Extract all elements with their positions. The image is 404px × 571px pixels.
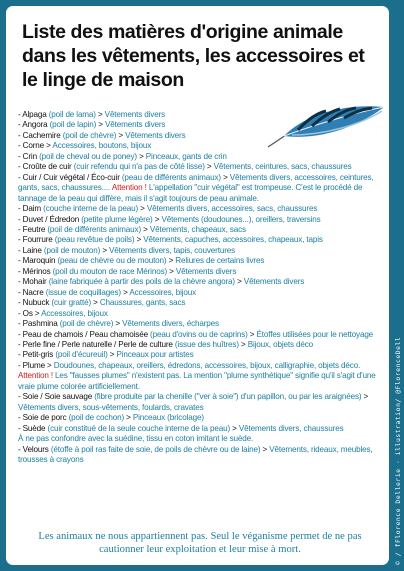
list-item: - Suède (cuir constitué de la seule couche interne de la peau) > Vêtements divers, chaussures À ne pas confondre avec la suédine, tissu en coton imitant le suède. [18, 423, 344, 444]
list-item: - Duvet / Édredon (petite plume légère) > Vêtements (doudounes...), oreillers, traversins [18, 214, 321, 224]
list-item: - Mérinos (poil du mouton de race Mérinos) > Vêtements divers [18, 266, 237, 276]
document-card [6, 6, 389, 565]
list-item: - Peau de chamois / Peau chamoisée (peau d'ovins ou de caprins) > Étoffes utilisées pour le nettoyage [18, 329, 374, 339]
list-item: - Crin (poil de cheval ou de poney) > Pinceaux, gants de crin [18, 151, 227, 161]
list-item: - Daim (couche interne de la peau) > Vêtements divers, accessoires, sacs, chaussures [18, 204, 318, 214]
footer-message: Les animaux ne nous appartiennent pas. Seul le véganisme permet de ne pas cautionner leur exploitation et leur mise à mort. [38, 531, 362, 555]
credit-text: © / fFlorence Dellerie · illustration/ @FlorenceDell [395, 336, 402, 565]
list-item: - Perle fine / Perle naturelle / Perle de culture (issue des huîtres) > Bijoux, objets déco [18, 339, 314, 349]
list-item: - Nacre (issue de coquillages) > Accessoires, bijoux [18, 287, 197, 297]
materials-list [18, 110, 386, 465]
list-item: - Os > Accessoires, bijoux [18, 308, 108, 318]
list-item: - Fourrure (peau revêtue de poils) > Vêtements, capuches, accessoires, chapeaux, tapis [18, 235, 323, 245]
list-item: - Cuir / Cuir végétal / Éco-cuir (peau de différents animaux) > Vêtements divers, accessoires, ceintures, gants, sacs, chaussures.... Attention ! L'appellation "cuir végétal" est trompeuse. C'est le procédé de tannage de la peau qui diffère, mais il s'agit toujours de peau animale. [18, 172, 374, 203]
list-item: - Pashmina (poil de chèvre) > Vêtements divers, écharpes [18, 319, 219, 329]
list-item: - Maroquin (peau de chèvre ou de mouton) > Reliures de certains livres [18, 256, 265, 266]
list-item: - Angora (poil de lapin) > Vêtements divers [18, 120, 166, 130]
credit-line [393, 300, 402, 565]
list-item: - Feutre (poil de différents animaux) > Vêtements, chapeaux, sacs [18, 224, 246, 234]
list-item: - Cachemire (poil de chèvre) > Vêtements divers [18, 130, 186, 140]
list-item: - Petit-gris (poil d'écureuil) > Pinceaux pour artistes [18, 350, 194, 360]
list-item: - Plume > Doudounes, chapeaux, oreillers, édredons, accessoires, bijoux, calligraphie, objets déco. Attention ! Les "fausses plumes" n'existent pas. La mention "plume synthétique" signifie qu'il s'agit d'une vraie plume colorée artificiellement. [18, 360, 376, 391]
list-item: - Alpaga (poil de lama) > Vêtements divers [18, 110, 166, 119]
page-title: Liste des matières d'origine animale dans les vêtements, les accessoires et le linge de maison [22, 21, 365, 91]
attention-label: Attention ! [111, 183, 147, 193]
list-item: - Laine (poil de mouton) > Vêtements divers, tapis, couvertures [18, 245, 236, 255]
list-item: - Mohair (laine fabriquée à partir des poils de la chèvre angora) > Vêtements divers [18, 277, 305, 287]
list-item: - Croûte de cuir (cuir refendu qui n'a pas de côté lisse) > Vêtements, ceintures, sacs, chaussures [18, 162, 352, 172]
list-item: - Soie / Soie sauvage (fibre produite par la chenille ("ver à soie") d'un papillon, ou par les araignées) > Vêtements divers, sous-vêtements, foulards, cravates [18, 392, 369, 412]
attention-label: Attention ! [18, 371, 53, 381]
list-item: - Soie de porc (poil de cochon) > Pinceaux (bricolage) [18, 413, 204, 423]
list-item: - Nubuck (cuir gratté) > Chaussures, gants, sacs [18, 298, 186, 308]
list-item: - Corne > Accessoires, boutons, bijoux [18, 141, 152, 151]
list-item: - Velours (étoffe à poil ras faite de soie, de poils de chèvre ou de laine) > Vêtements, rideaux, meubles, trousses à crayons [18, 444, 373, 464]
